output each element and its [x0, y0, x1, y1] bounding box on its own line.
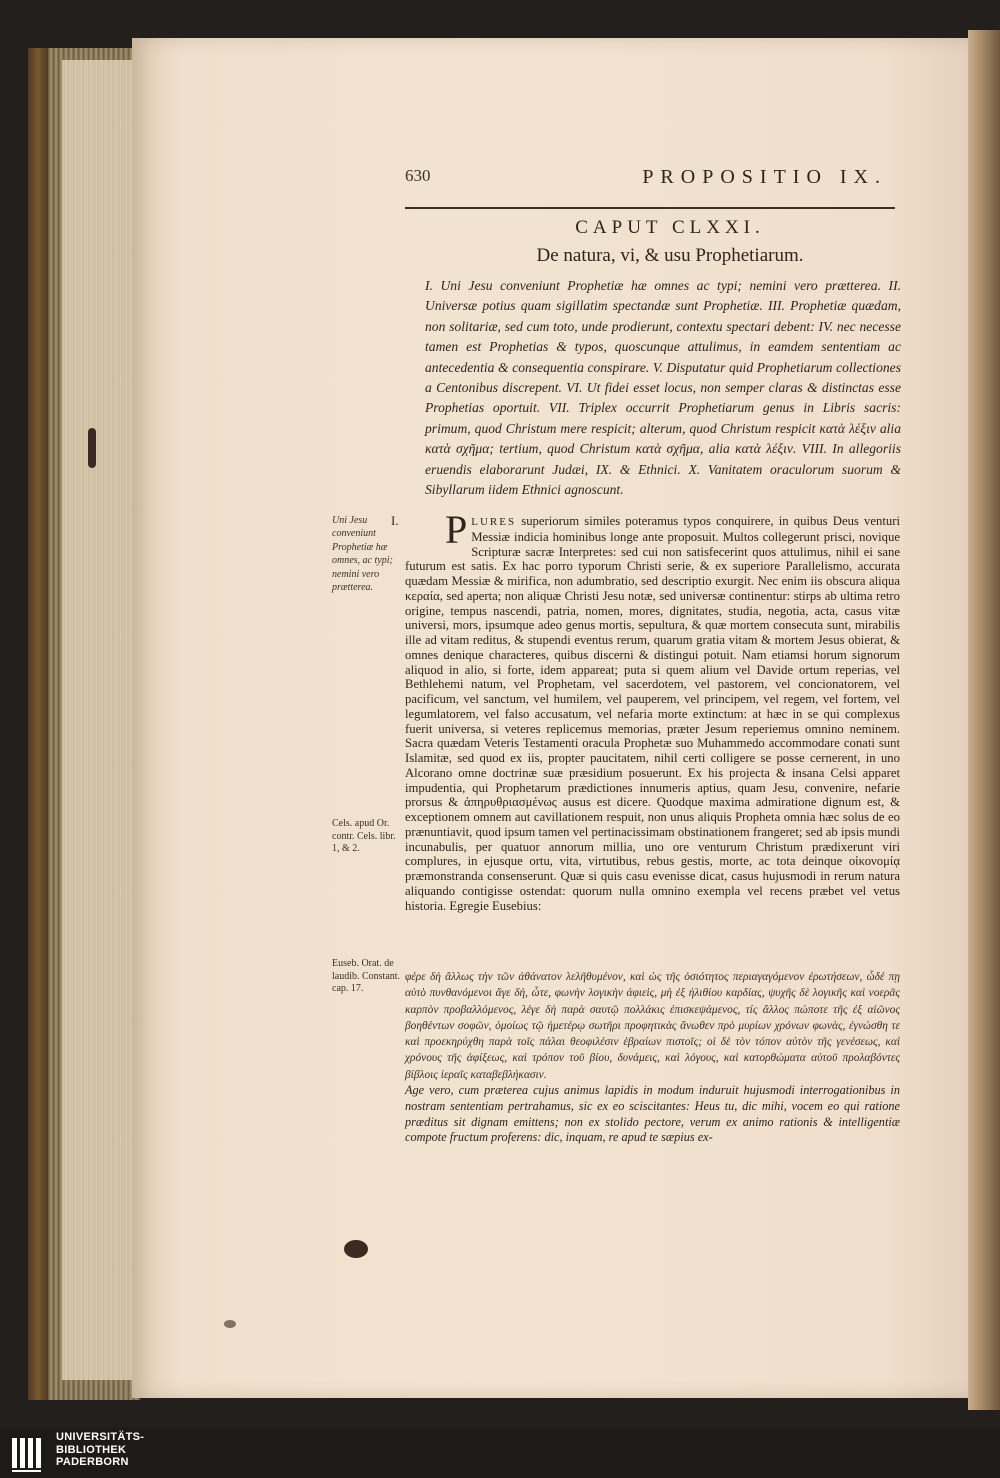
chapter-summary: I. Uni Jesu conveniunt Prophetiæ hæ omnes ac typi; nemini vero prætterea. II. Universæ potius quam sigillatim spectandæ sunt Prophetiæ. III. Prophetiæ quædam, non solitariæ, sed cum toto, unde prodierunt, contextu spectari debent: IV. nec necesse tamen est Prophetias & typos, quoscunque attulimus, in eamdem sententiam ac antecedentia & consequentia conspirare. V. Disputatur quid Prophetiarum collectiones a Centonibus discrepent. VI. Ut fidei esset locus, non semper claras & distinctas esse Prophetias oportuit. VII. Triplex occurrit Prophetiarum genus in Libris sacris: primum, quod Christum mere respicit; alterum, quod Christum respicit κατὰ λέξιν alia κατὰ σχῆμα; tertium, quod Christum κατὰ σχῆμα, alia κατὰ λέξιν. VIII. In allegoriis eruendis elaborarunt Judæi, IX. & Ethnici. X. Vanitatem oraculorum suorum & Sibyllarum iidem Ethnici agnoscunt. [425, 278, 901, 498]
lead-word: LURES [471, 516, 517, 528]
library-name-line: UNIVERSITÄTS- [56, 1431, 145, 1443]
ink-stain [88, 428, 96, 468]
ink-stain [344, 1240, 368, 1258]
page-edges [62, 60, 134, 1380]
ink-stain [224, 1320, 236, 1328]
paragraph-number: I. [391, 513, 399, 528]
drop-cap: P [445, 507, 468, 552]
library-logo-icon [8, 1432, 50, 1474]
page-header [405, 166, 895, 196]
library-footer [0, 1428, 1000, 1478]
margin-reference: Euseb. Orat. de laudib. Constant. cap. 17. [332, 958, 401, 995]
library-name [56, 1431, 144, 1469]
library-name-line: BIBLIOTHEK [56, 1443, 127, 1456]
body-paragraph [405, 507, 900, 913]
chapter-heading: CAPUT CLXXI. [575, 217, 765, 238]
chapter-title: De natura, vi, & usu Prophetiarum. [536, 245, 804, 266]
body-text: superiorum similes poteramus typos conquirere, in quibus Deus venturi Messiæ indicia hominibus longe ante proposuit. Multos collegerunt prisci, novique Scripturæ sacræ Interpretes: sed cui non satisfecerint quos attulimus, nihil ei sane futurum est satis. Ex hac porro typorum Christi serie, & ex superiore Parallelismo, accurata quædam Messiæ & mirifica, non adumbratio, sed descriptio exurgit. Nec enim iis obscura aliqua κεραία, sed aperta; non aliquæ Christi Jesu notæ, sed universæ continentur: stirps ab ultima retro origine, tempus nascendi, patria, nomen, mores, dignitates, studia, negotia, acta, casus vitæ universi, mors, ipsumque adeo genus mortis, sepultura, & quæ mortem consecuta sunt, mirabilis ille ad vitam reditus, & stupendi eventus rerum, quarum gratia vitam & mortem Jesus obierat, & omnes denique characteres, quibus discerni & distingui potuit. Nam etiamsi horum signorum aliquod in alio, si forte, idem appareat; puta si quem alium vel Davide ortum reperias, vel Bethlehemi natum, vel Prophetam, vel sacerdotem, vel pastorem, vel concionatorem, vel pacificum, vel sanctum, vel humilem, vel pauperem, vel principem, vel regem, vel fortem, vel legumlatorem, vel falso accusatum, vel nefaria morte extinctum: at hæc in se qui complexus fuerit universa, si veteres replicemus memorias, præter Jesum reperiemus omnino neminem. Sacra quædam Veteris Testamenti oracula Prophetæ suo Muhammedo accommodare conati sunt Islamitæ, sed quod ex iis, propter paucitatem, nihil certi colligere se posse cernerent, in uno Alcorano omne doctrinæ suæ præsidium posuerunt. Ex his projecta & insana Celsi apparet impudentia, qui Prophetarum prædictiones innumeris aptius, quam Jesu, convenire, nefarie prorsus & ἀπηρυθριασμένως ausus est dicere. Quodque maxima admiratione dignum est, & exceptionem omnem aut cavillationem respuit, non unus aliquis Propheta omnia hæc solus de eo prænuntiavit, quod ipsum tamen vel pertinacissimam obstinationem frangeret; sed ab ipsis mundi incunabulis, per quatuor annorum millia, uno ore venturum Christum prædixerunt viri complures, in ejusque ortu, vita, virtutibus, rebus gestis, morte, ac tota deinque οἰκονομίᾳ præmonstranda consenserunt. Quæ si quis casu evenisse dicat, casus hujusmodi in rerum natura aliquando contigisse ostendat: quorum nulla omnino exempla vel recens præbet vel vetus historia. Egregie Eusebius: [405, 514, 900, 913]
facing-page-edge [968, 30, 1000, 1410]
margin-note: Uni Jesu conveniunt Prophetiæ hæ omnes, ac typi; nemini vero prætterea. [332, 515, 393, 594]
latin-translation: Age vero, cum præterea cujus animus lapidis in modum induruit hujusmodi interrogationibus in nostram sententiam pertrahamus, sic ex eo sciscitantes: Heus tu, dic mihi, vocem eo qui ratione præditus sit dignam emittens; non ex stolido pectore, verum ex animo rationis & intelligentiæ compote fructum proferens: dic, inquam, re apud te sæpius ex- [405, 1083, 900, 1145]
header-rule [405, 207, 895, 209]
running-head: PROPOSITIO IX. [642, 166, 887, 188]
greek-quotation: φέρε δὴ ἄλλως τὴν τῶν ἀθάνατον λελῆθυμένον, καὶ ὡς τῆς ὁσιότητος περιαγαγόμενον ἐρωτήσεων, ὧδέ πῃ αὐτὸ πυνθανόμενοι ἄγε δὴ, ὦτε, φωνὴν λογικὴν ἀφιεὶς, μὴ ἐξ ἠλιθίου καρδίας, ψυχῆς δὲ λογικῆς καὶ νοερᾶς καρπὸν προβαλλόμενος, λέγε δὴ παρὰ σαυτῷ πολλάκις ἐπισκεψάμενος, τίς ἄλλος πώποτε τῆς ἐξ αἰῶνος βοηθέντων σοφῶν, ὁμοίως τῷ ἡμετέρῳ σωτῆρι προφητικὰς ἄνωθεν πρὸ μυρίων χρόνων φωνὰς, ἐγνώσθη τε καὶ προεκηρύχθη παρὰ τοῖς πάλαι θεοφιλέσιν ἑβραίων πιστοῖς; οἱ δὲ τὸν τόπον αὐτὸν τῆς γενέσεως, καὶ χρόνους τῆς ἀφίξεως, καὶ τρόπον τοῦ βίου, δυνάμεις, καὶ λόγους, καὶ κατορθώματα αὐτοῦ προλαβόντες βίβλοις ἱεραῖς καταβεβλήκασιν. [405, 971, 900, 1081]
book-cover-edge [28, 48, 48, 1400]
margin-reference: Cels. apud Or. contr. Cels. libr. 1, & 2. [332, 818, 396, 855]
page-number: 630 [405, 166, 431, 185]
library-name-line: PADERBORN [56, 1456, 129, 1468]
